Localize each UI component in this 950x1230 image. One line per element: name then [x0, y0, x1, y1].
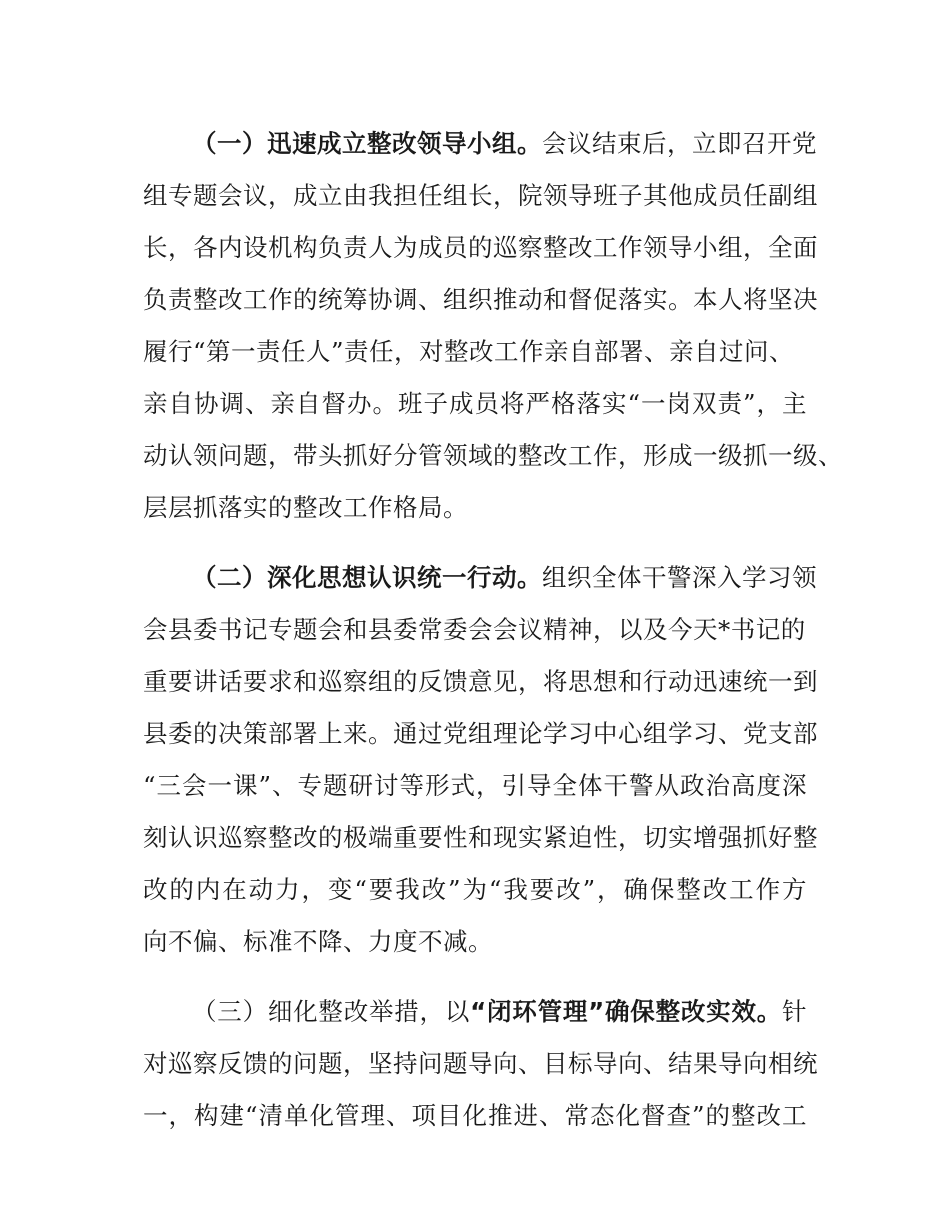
paragraph-2 — [143, 552, 833, 968]
document-page — [143, 118, 843, 1160]
line-text: 组织全体干警深入学习领 — [542, 563, 817, 592]
line-text: 针 — [782, 997, 808, 1026]
line-prefix: （三）细化整改举措，以 — [192, 997, 471, 1026]
paragraph-3 — [143, 986, 833, 1142]
text-line: 层层抓落实的整改工作格局。 — [143, 493, 468, 522]
section-heading: （二）深化思想认识统一行动。 — [192, 563, 542, 592]
text-line: 长，各内设机构负责人为成员的巡察整改工作领导小组，全面 — [143, 233, 818, 262]
text-line: 刻认识巡察整改的极端重要性和现实紧迫性，切实增强抓好整 — [143, 823, 818, 852]
text-line: 负责整改工作的统筹协调、组织推动和督促落实。本人将坚决 — [143, 285, 818, 314]
text-line: 向不偏、标准不降、力度不减。 — [143, 927, 493, 956]
text-line: 会县委书记专题会和县委常委会会议精神，以及今天*书记的 — [143, 615, 806, 644]
text-line: 县委的决策部署上来。通过党组理论学习中心组学习、党支部 — [143, 719, 818, 748]
text-line — [143, 552, 817, 604]
paragraph-1 — [143, 118, 843, 534]
text-line: 一，构建“清单化管理、项目化推进、常态化督查”的整改工 — [143, 1101, 807, 1130]
text-line — [143, 986, 807, 1038]
section-heading: （一）迅速成立整改领导小组。 — [192, 129, 542, 158]
section-heading: “闭环管理”确保整改实效。 — [470, 997, 783, 1026]
text-line — [143, 118, 817, 170]
text-line: 对巡察反馈的问题，坚持问题导向、目标导向、结果导向相统 — [143, 1049, 818, 1078]
text-line: 履行“第一责任人”责任，对整改工作亲自部署、亲自过问、 — [143, 337, 795, 366]
text-line: 亲自协调、亲自督办。班子成员将严格落实“一岗双责”，主 — [143, 389, 807, 418]
text-line: “三会一课”、专题研讨等形式，引导全体干警从政治高度深 — [143, 771, 807, 800]
text-line: 动认领问题，带头抓好分管领域的整改工作，形成一级抓一级、 — [143, 441, 843, 470]
text-line: 改的内在动力，变“要我改”为“我要改”，确保整改工作方 — [143, 875, 807, 904]
text-line: 重要讲话要求和巡察组的反馈意见，将思想和行动迅速统一到 — [143, 667, 818, 696]
line-text: 会议结束后，立即召开党 — [542, 129, 817, 158]
text-line: 组专题会议，成立由我担任组长，院领导班子其他成员任副组 — [143, 181, 818, 210]
